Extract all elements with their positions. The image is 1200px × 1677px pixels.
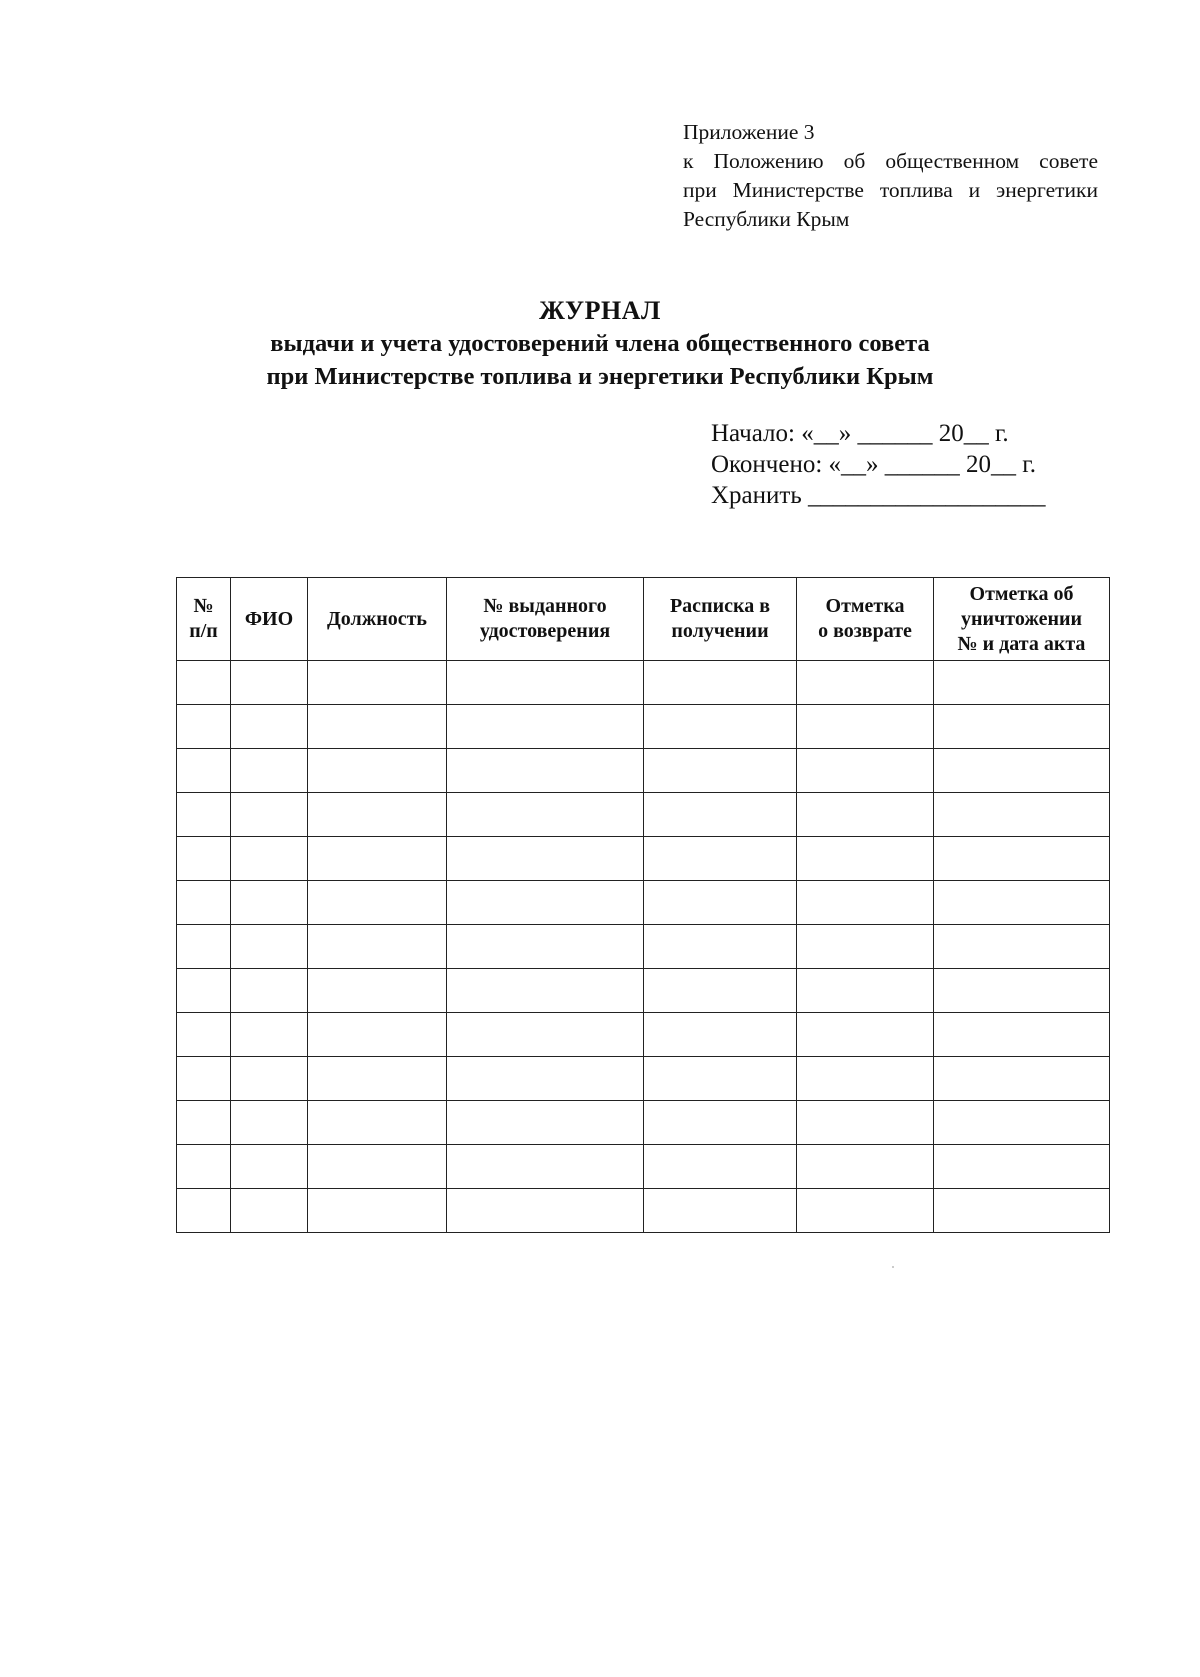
table-cell [934, 1189, 1110, 1233]
table-cell [934, 1145, 1110, 1189]
table-cell [797, 881, 934, 925]
table-cell [447, 749, 644, 793]
table-cell [644, 1013, 797, 1057]
header-text: № и дата акта [957, 632, 1086, 655]
header-text: Отметка [825, 595, 905, 617]
table-cell [797, 793, 934, 837]
table-cell [644, 925, 797, 969]
table-cell [231, 661, 308, 705]
table-cell [447, 1189, 644, 1233]
table-cell [447, 881, 644, 925]
table-cell [231, 881, 308, 925]
table-cell [934, 969, 1110, 1013]
table-cell [644, 969, 797, 1013]
table-cell [308, 705, 447, 749]
col-header-position [308, 578, 447, 661]
table-cell [797, 1013, 934, 1057]
table-cell [934, 705, 1110, 749]
table-cell [447, 1101, 644, 1145]
col-header-number [177, 578, 231, 661]
document-title [150, 294, 1050, 393]
table-cell [308, 1013, 447, 1057]
table-cell [797, 925, 934, 969]
table-cell [934, 749, 1110, 793]
table-row [177, 881, 1110, 925]
table-cell [797, 661, 934, 705]
table-row [177, 1145, 1110, 1189]
table-cell [797, 1145, 934, 1189]
table-header-row [177, 578, 1110, 661]
table-cell [797, 1189, 934, 1233]
table-cell [644, 837, 797, 881]
table-row [177, 837, 1110, 881]
table-cell [797, 705, 934, 749]
table-cell [644, 1057, 797, 1101]
table-cell [644, 1189, 797, 1233]
table-cell [797, 1057, 934, 1101]
appendix-line-3: при Министерстве топлива и энергетики [683, 178, 1098, 202]
table-cell [644, 1145, 797, 1189]
table-cell [797, 837, 934, 881]
table-cell [308, 925, 447, 969]
table-cell [934, 661, 1110, 705]
table-cell [934, 793, 1110, 837]
table-cell [308, 661, 447, 705]
header-text: получении [671, 620, 769, 642]
table-cell [231, 837, 308, 881]
table-cell [231, 1013, 308, 1057]
table-body [177, 661, 1110, 1233]
table-cell [644, 661, 797, 705]
table-cell [231, 1101, 308, 1145]
table-cell [308, 1189, 447, 1233]
table-cell [308, 1057, 447, 1101]
table-row [177, 969, 1110, 1013]
table-row [177, 925, 1110, 969]
table-row [177, 749, 1110, 793]
table-cell [447, 837, 644, 881]
table-cell [644, 793, 797, 837]
table-cell [447, 793, 644, 837]
table-cell [797, 749, 934, 793]
table-cell [308, 1101, 447, 1145]
table-cell [447, 969, 644, 1013]
table-cell [177, 881, 231, 925]
table-cell [231, 1189, 308, 1233]
table-cell [177, 925, 231, 969]
table-cell [177, 1101, 231, 1145]
header-text: о возврате [818, 620, 912, 642]
table-cell [934, 925, 1110, 969]
col-header-receipt [644, 578, 797, 661]
table-cell [308, 969, 447, 1013]
table-cell [934, 837, 1110, 881]
header-text: № выданного [483, 595, 607, 617]
table-cell [447, 925, 644, 969]
start-date-field: Начало: «__» ______ 20__ г. [711, 420, 1009, 447]
table-row [177, 1101, 1110, 1145]
table-cell [447, 1013, 644, 1057]
table-cell [231, 1145, 308, 1189]
header-text: ФИО [244, 607, 294, 630]
table-cell [308, 837, 447, 881]
appendix-line-1: Приложение 3 [683, 120, 815, 144]
table-cell [177, 969, 231, 1013]
table-cell [797, 969, 934, 1013]
table-cell [934, 1057, 1110, 1101]
table-cell [308, 1145, 447, 1189]
table-cell [447, 705, 644, 749]
header-text: п/п [189, 620, 218, 642]
title-line-1: выдачи и учета удостоверений члена общественного совета [270, 330, 930, 357]
table-cell [308, 793, 447, 837]
table-cell [177, 1013, 231, 1057]
table-cell [934, 1013, 1110, 1057]
table-cell [177, 661, 231, 705]
table-cell [797, 1101, 934, 1145]
title-main: ЖУРНАЛ [539, 296, 661, 325]
table-row [177, 1189, 1110, 1233]
table-cell [308, 749, 447, 793]
table-cell [177, 793, 231, 837]
header-text: № [193, 595, 214, 617]
table-cell [447, 1145, 644, 1189]
table-cell [308, 881, 447, 925]
col-header-fio [231, 578, 308, 661]
appendix-line-2: к Положению об общественном совете [683, 149, 1098, 173]
table-cell [644, 749, 797, 793]
table-row [177, 1057, 1110, 1101]
journal-dates [711, 418, 1111, 511]
table-cell [447, 661, 644, 705]
scan-speck [892, 1266, 894, 1268]
header-text: уничтожении [960, 607, 1083, 630]
storage-field: Хранить ___________________ [711, 482, 1046, 509]
table-cell [447, 1057, 644, 1101]
table-cell [177, 837, 231, 881]
table-cell [177, 749, 231, 793]
title-line-2: при Министерстве топлива и энергетики Республики Крым [266, 363, 934, 390]
table-row [177, 705, 1110, 749]
table-cell [177, 1189, 231, 1233]
table-cell [934, 1101, 1110, 1145]
table-cell [231, 749, 308, 793]
header-text: удостоверения [479, 620, 611, 642]
table-cell [177, 1057, 231, 1101]
header-text: Расписка в [669, 595, 771, 617]
header-text: Отметка об [969, 582, 1074, 605]
table-row [177, 793, 1110, 837]
col-header-return-mark [797, 578, 934, 661]
table-cell [231, 925, 308, 969]
table-row [177, 1013, 1110, 1057]
table-cell [231, 705, 308, 749]
table-cell [231, 1057, 308, 1101]
table-cell [644, 881, 797, 925]
table-cell [231, 969, 308, 1013]
table-row [177, 661, 1110, 705]
table-cell [644, 705, 797, 749]
col-header-destruction-mark [934, 578, 1110, 661]
header-text: Должность [326, 607, 428, 630]
table-cell [177, 1145, 231, 1189]
journal-table [176, 577, 1110, 1233]
table-cell [934, 881, 1110, 925]
table-cell [644, 1101, 797, 1145]
table-cell [177, 705, 231, 749]
end-date-field: Окончено: «__» ______ 20__ г. [711, 451, 1036, 478]
appendix-note [683, 118, 1098, 234]
appendix-line-4: Республики Крым [683, 207, 850, 231]
table-cell [231, 793, 308, 837]
col-header-certificate-number [447, 578, 644, 661]
